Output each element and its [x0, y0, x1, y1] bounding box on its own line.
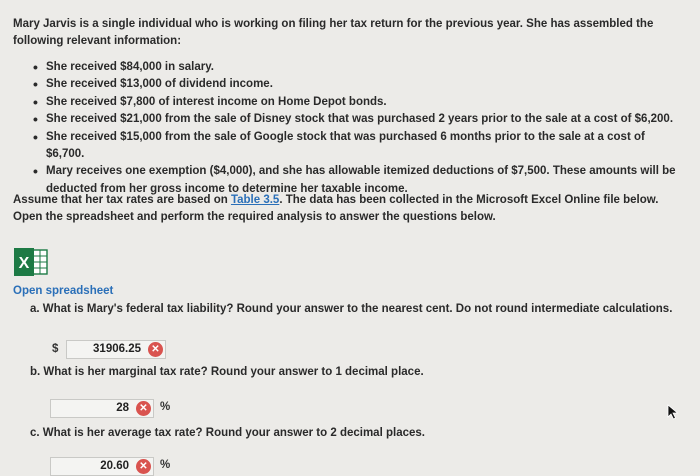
mouse-cursor-icon	[666, 404, 680, 420]
answer-a-field[interactable]	[66, 340, 166, 359]
question-c-text: c. What is her average tax rate? Round your answer to 2 decimal places.	[30, 427, 425, 439]
currency-symbol: $	[52, 343, 59, 355]
open-spreadsheet-link[interactable]: Open spreadsheet	[13, 285, 114, 297]
fact-item: • She received $84,000 in salary.	[30, 59, 680, 76]
intro-text: Mary Jarvis is a single individual who is working on filing her tax return for the previous year. She has assembled the following relevant information:	[13, 18, 654, 47]
fact-item: • She received $15,000 from the sale of Google stock that was purchased 6 months prior to the sale at a cost of $6,700.	[30, 129, 680, 164]
fact-item: • She received $7,800 of interest income on Home Depot bonds.	[30, 94, 680, 111]
incorrect-icon: ✕	[136, 459, 151, 474]
question-a-text: a. What is Mary's federal tax liability? Round your answer to the nearest cent. Do not round intermediate calculations.	[30, 303, 673, 315]
excel-icon[interactable]	[13, 246, 49, 278]
excel-icon-letter: X	[18, 255, 30, 272]
answer-b-field[interactable]	[50, 399, 154, 418]
question-b-text: b. What is her marginal tax rate? Round your answer to 1 decimal place.	[30, 366, 424, 378]
answer-c-value: 20.60	[100, 460, 129, 472]
table-link[interactable]: Table 3.5	[230, 194, 280, 206]
assume-text	[13, 192, 685, 226]
fact-item: • Mary receives one exemption ($4,000), and she has allowable itemized deductions of $7,500. These amounts will be deducted from her gross income to determine her taxable income.	[30, 163, 680, 198]
incorrect-icon: ✕	[148, 342, 163, 357]
answer-b-value: 28	[116, 402, 129, 414]
assume-text-after: . The data has been collected in the Microsoft Excel Online file below. Open the spreadsheet and perform the required analysis to answer the questions below.	[13, 194, 659, 223]
facts-list	[30, 59, 680, 198]
assume-text-before: Assume that her tax rates are based on	[13, 194, 231, 206]
fact-item: • She received $21,000 from the sale of Disney stock that was purchased 2 years prior to the sale at a cost of $6,200.	[30, 111, 680, 128]
percent-unit: %	[160, 459, 171, 471]
answer-a-value: 31906.25	[93, 343, 141, 355]
incorrect-icon: ✕	[136, 401, 151, 416]
percent-unit: %	[160, 401, 171, 413]
answer-c-field[interactable]	[50, 457, 154, 476]
fact-item: • She received $13,000 of dividend income.	[30, 76, 680, 93]
